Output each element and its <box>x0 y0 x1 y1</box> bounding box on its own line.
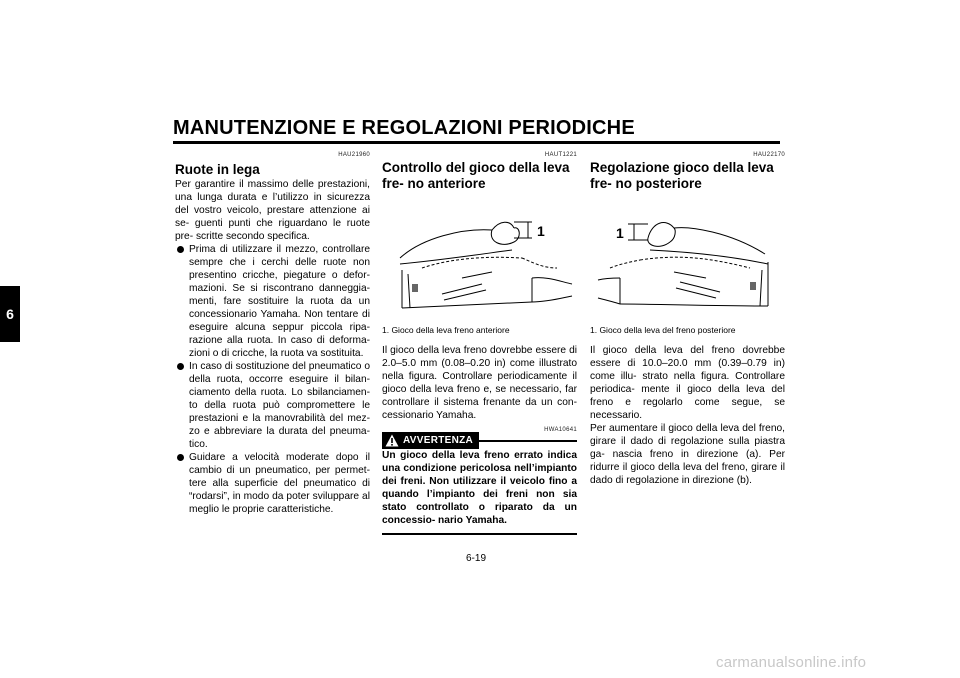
figure-callout-label: 1 <box>616 225 624 241</box>
warning-end-rule <box>382 533 577 535</box>
section-heading: Controllo del gioco della leva fre- no anteriore <box>382 160 570 191</box>
section-code: HAU21960 <box>338 152 370 158</box>
intro-paragraph: Per garantire il massimo delle prestazioni, una lunga durata e l’utilizzo in sicurezza del vostro veicolo, prestare attenzione ai se- guenti punti che riguardano le ruote pre- scritte secondo specifica. <box>175 179 370 242</box>
section-code: HAUT1221 <box>544 152 577 158</box>
figure-caption: 1. Gioco della leva del freno posteriore <box>590 325 736 335</box>
body-paragraph: Il gioco della leva freno dovrebbe essere di 2.0–5.0 mm (0.08–0.20 in) come illustrato nella figura. Controllare periodicamente il gioco della leva freno e, se necessario, far controllare il sistema frenante da un con- cessionario Yamaha. <box>382 345 577 421</box>
body-paragraph: Per aumentare il gioco della leva del freno, girare il dado di regolazione sulla piastra ga- nascia freno in direzione (a). Per ridurre il gioco della leva del freno, girare il dado di regolazione in direzione (b). <box>590 423 785 486</box>
figure-caption: 1. Gioco della leva freno anteriore <box>382 325 510 335</box>
bullet-icon <box>177 454 184 461</box>
column-front-brake <box>382 152 577 535</box>
section-heading: Regolazione gioco della leva fre- no posteriore <box>590 160 774 191</box>
warning-text: Un gioco della leva freno errato indica una condizione pericolosa nell’impianto dei freni. Non utilizzare il veicolo fino a quando l’impianto dei freni non sia stato controllato o riparato da un concessio- nario Yamaha. <box>382 450 577 526</box>
chapter-tab: 6 <box>0 286 20 342</box>
warning-code: HWA10641 <box>544 427 577 433</box>
warning-label: AVVERTENZA <box>403 435 474 446</box>
column-alloy-wheels <box>175 152 370 516</box>
header-rule <box>173 141 780 144</box>
page-header-title: MANUTENZIONE E REGOLAZIONI PERIODICHE <box>173 117 635 139</box>
bullet-item: In caso di sostituzione del pneumatico o della ruota, occorre eseguire il bilan- ciamento della ruota. Lo sbilanciamen- to della ruota può compromettere le prestazioni e la manovrabilità del mez- zo e abbreviare la durata del pneuma- tico. <box>175 360 370 451</box>
page-number: 6-19 <box>466 553 487 564</box>
bullet-item: Guidare a velocità moderate dopo il cambio di un pneumatico, per permet- tere alla superficie del pneumatico di “rodarsi”, in modo da poter sviluppare al meglio le proprie caratteristiche. <box>175 451 370 516</box>
body-paragraph: Il gioco della leva del freno dovrebbe essere di 10.0–20.0 mm (0.39–0.79 in) come illu- strato nella figura. Controllare periodica- mente il gioco della leva del freno e regolarlo come segue, se necessario. <box>590 345 785 421</box>
figure-callout-label: 1 <box>537 223 545 239</box>
section-code: HAU22170 <box>753 152 785 158</box>
bullet-list <box>175 243 370 516</box>
section-heading: Ruote in lega <box>175 162 260 177</box>
bullet-icon <box>177 246 184 253</box>
rear-brake-lever-figure <box>590 198 785 316</box>
warning-triangle-icon <box>385 434 399 447</box>
bullet-item: Prima di utilizzare il mezzo, controllare sempre che i cerchi delle ruote non presentino cricche, piegature o defor- mazioni. Se si riscontrano danneggia- menti, fare sostituire la ruota da un concessionario Yamaha. Non tentare di eseguire alcuna seppur piccola ripa- razione alla ruota. In caso di deforma- zioni o di cricche, la ruota va sostituita. <box>175 243 370 360</box>
column-rear-brake <box>590 152 785 487</box>
watermark: carmanualsonline.info <box>716 654 867 671</box>
bullet-icon <box>177 363 184 370</box>
front-brake-lever-figure <box>382 198 577 316</box>
